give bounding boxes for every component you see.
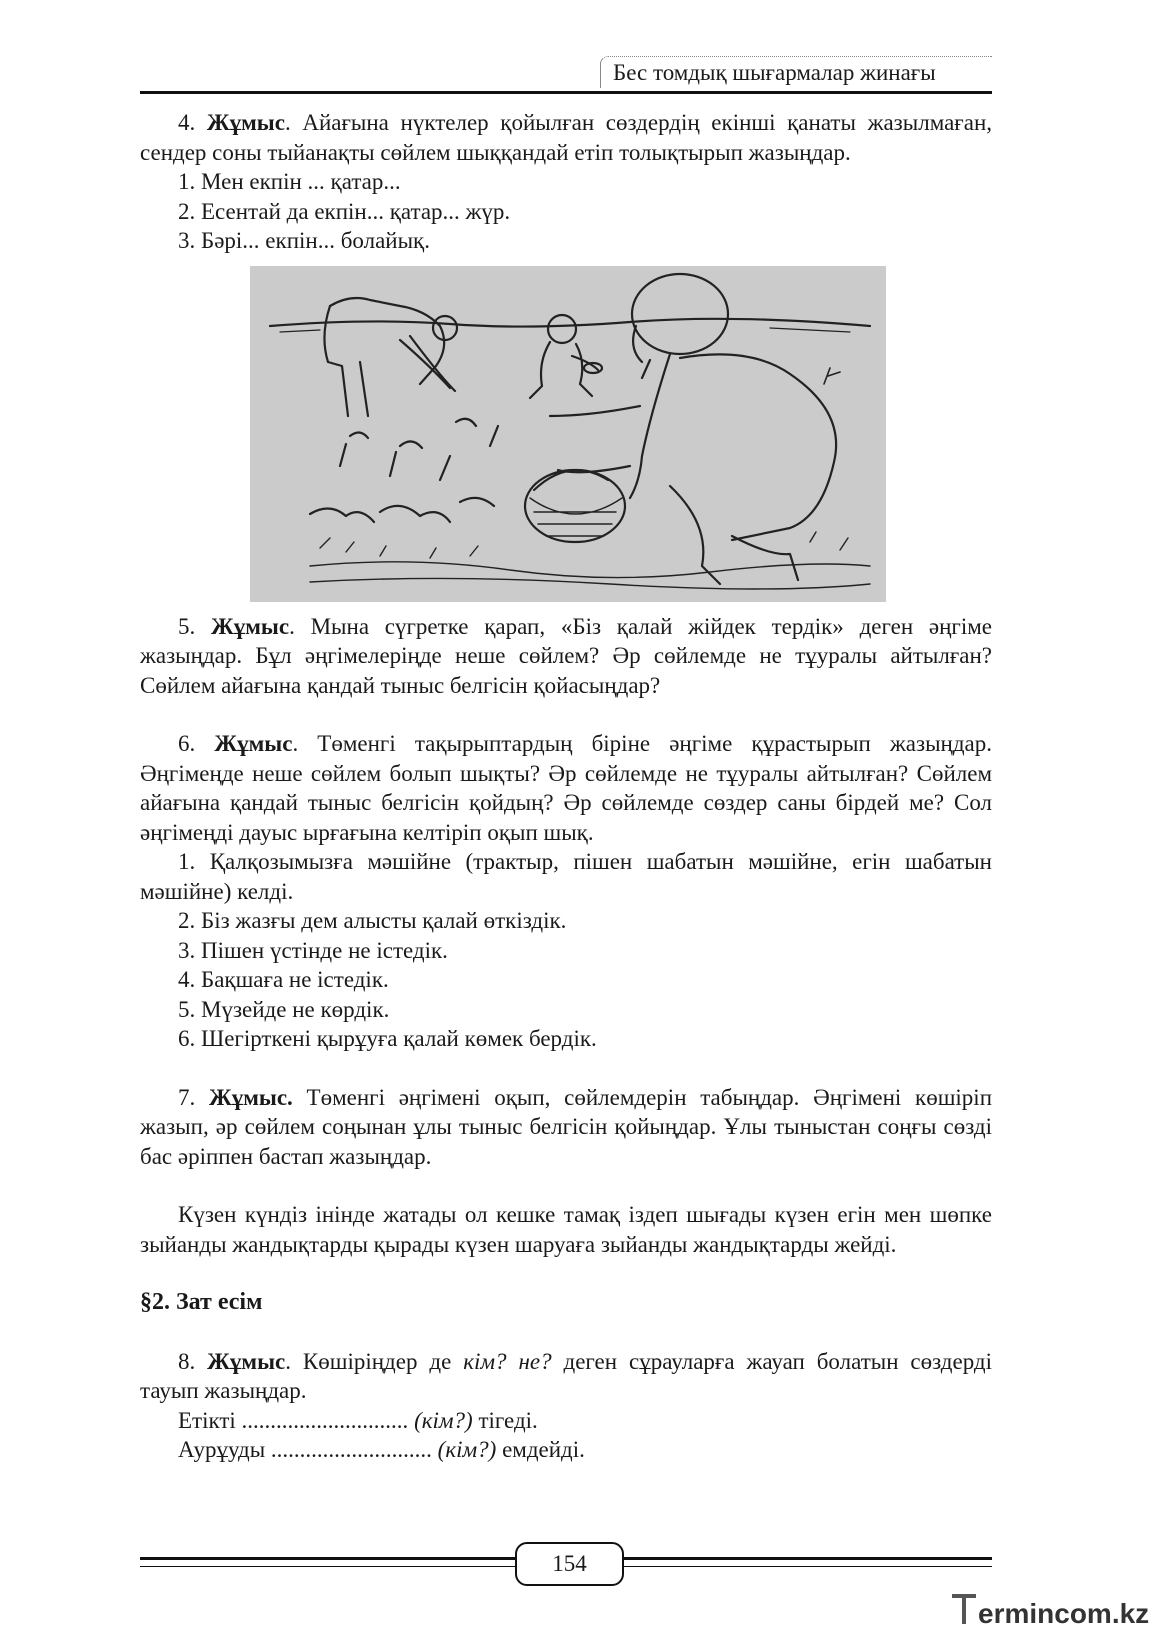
task-6-item-4: 4. Бақшаға не істедік. [178, 967, 389, 992]
site-watermark-logo [946, 1588, 1150, 1632]
task-8-line-2-end: емдейді. [496, 1437, 585, 1462]
task-6-item-6: 6. Шегірткені қырұуға қалай көмек бердік. [178, 1026, 597, 1051]
task-6-item-5: 5. Мүзейде не көрдік. [178, 996, 390, 1022]
task-6-item-3: 3. Пішен үстінде не істедік. [178, 937, 448, 963]
task-6-text: . Төменгі тақырыптардың біріне әңгіме құрастырып жазыңдар. Әңгімеңде неше сөйлем болып шықты? Әр сөйлемде не тұуралы айтылған? Сөйлем айағына қандай тыныс белгісін қойдың? Әр сөйлемде сөздер саны бірдей ме? Сол әңгімеңді дауыс ырғағына келтіріп оқып шық. [140, 731, 992, 845]
task-4-item-1: 1. Мен екпін ... қатар... [178, 169, 401, 194]
task-8-paragraph [140, 1347, 992, 1406]
task-4-item-2: 2. Есентай да екпін... қатар... жүр. [178, 198, 511, 224]
task-6-label: Жұмыс [214, 731, 293, 756]
task-8-text-italic: кім? не? [463, 1348, 552, 1374]
task-4-text: . Айағына нүктелер қойылған сөздердің екінші қанаты жазылмаған, сендер соны тыйанақты сөйлем шыққандай етіп толықтырып жазыңдар. [140, 110, 992, 165]
task-8-line-2 [140, 1435, 992, 1465]
task-8-line-1-end: тігеді. [472, 1407, 538, 1433]
spacer [140, 1054, 992, 1083]
task-5-paragraph [140, 612, 992, 701]
task-6-item-2: 2. Біз жазғы дем алысты қалай өткіздік. [178, 908, 567, 933]
task-8-number: 8. [178, 1348, 196, 1374]
footer-rule-right [620, 1557, 992, 1567]
spacer [140, 700, 992, 729]
task-7-story: Күзен күндіз інінде жатады ол кешке тамақ іздеп шығады күзен егін мен шөпке зыйанды жандықтарды қырады күзен шаруаға зыйанды жандықтарды жейді. [140, 1202, 992, 1257]
task-8-text-after: деген сұрауларға жауап болатын сөздерді тауып жазыңдар. [140, 1348, 993, 1403]
task-6-paragraph [140, 729, 992, 847]
task-8-text-before: . Көшіріңдер де [285, 1348, 464, 1374]
spacer [140, 1259, 992, 1288]
task-6-item-1: 1. Қалқозымызға мәшійне (трактыр, пішен шабатын мәшійне, егін шабатын мәшійне) келді. [140, 849, 992, 904]
task-5-number: 5. [178, 613, 196, 639]
berry-picking-illustration [250, 266, 886, 602]
task-8-line-1-start: Етікті ............................. [178, 1407, 415, 1433]
footer-rule-left [140, 1557, 515, 1567]
spacer [140, 1318, 992, 1347]
page-number: 154 [515, 1542, 624, 1586]
task-8-line-1 [140, 1406, 992, 1436]
task-8-label: Жұмыс [207, 1348, 286, 1374]
section-heading: §2. Зат есім [140, 1289, 263, 1315]
spacer [140, 1171, 992, 1200]
task-8-line-2-italic: (кім?) [437, 1437, 497, 1462]
task-7-label: Жұмыс. [208, 1084, 293, 1110]
task-4-number: 4. [178, 110, 196, 135]
task-5-label: Жұмыс [211, 613, 290, 639]
task-5-text: . Мына сүгретке қарап, «Біз қалай жійдек тердік» деген әңгіме жазыңдар. Бұл әңгімелеріңде неше сөйлем? Әр сөйлемде не тұуралы айтылған? Сөйлем айағына қандай тыныс белгісін қойасыңдар? [140, 613, 992, 698]
task-4-paragraph [140, 108, 992, 167]
running-header: Бес томдық шығармалар жинағы [600, 56, 992, 88]
page-content [140, 108, 992, 1465]
task-8-line-1-italic: (кім?) [414, 1407, 473, 1433]
task-4-label: Жұмыс [206, 110, 285, 135]
header-rule [140, 91, 992, 94]
task-4-item-3: 3. Бәрі... екпін... болайық. [178, 228, 430, 253]
task-7-number: 7. [178, 1084, 196, 1110]
watermark-text: ermincom.kz [978, 1598, 1150, 1629]
task-7-paragraph [140, 1083, 992, 1172]
task-6-number: 6. [178, 731, 196, 756]
task-7-text: Төменгі әңгімені оқып, сөйлемдерін табыңдар. Әңгімені көшіріп жазып, әр сөйлем соңынан ұлы тыныс белгісін қойыңдар. Ұлы тыныстан соңғы сөзді бас әріппен бастап жазыңдар. [140, 1084, 993, 1169]
task-8-line-2-start: Аурұуды ............................ [178, 1437, 438, 1462]
